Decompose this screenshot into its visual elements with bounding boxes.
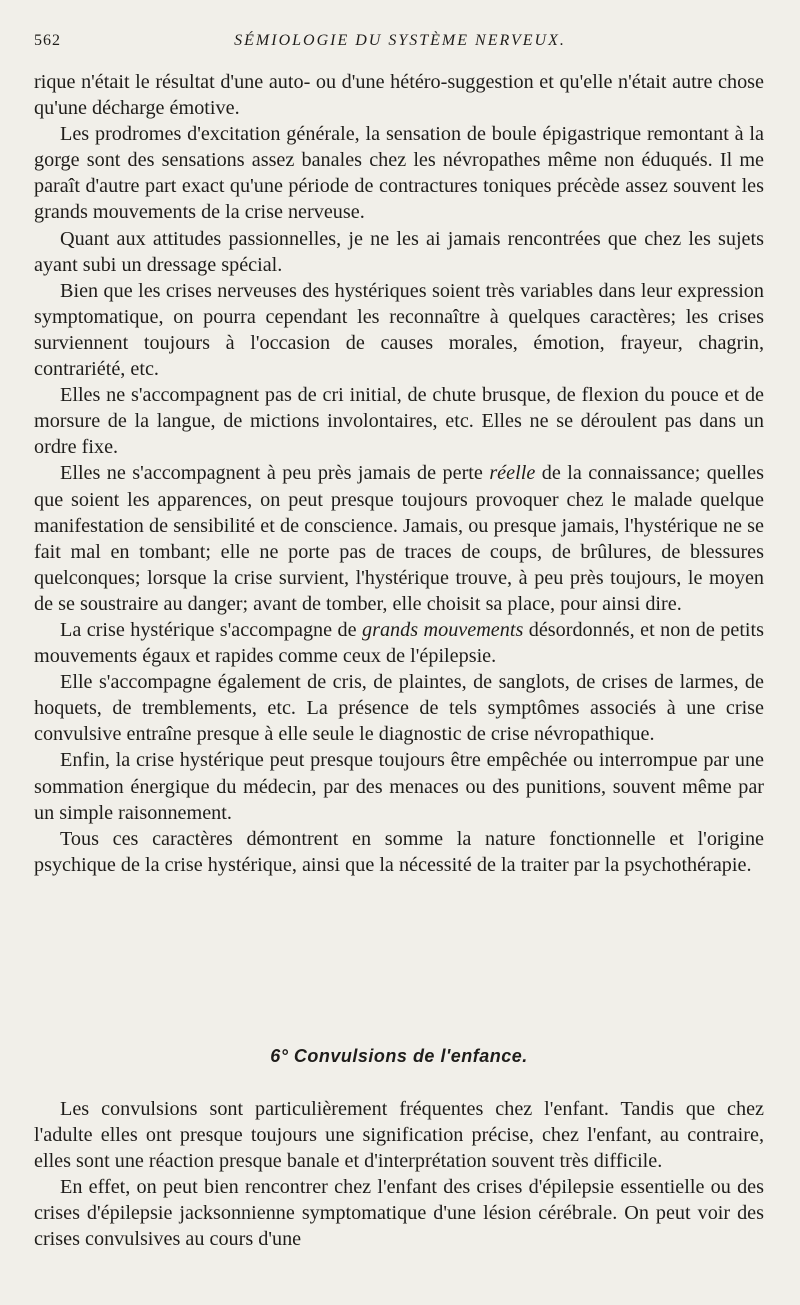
running-head — [34, 32, 766, 56]
paragraph: Elles ne s'accompagnent pas de cri initial, de chute brusque, de flexion du pouce et de morsure de la langue, de mictions involontaires, etc. Elles ne se déroulent pas dans un ordre fixe. — [34, 384, 764, 459]
main-text — [34, 69, 764, 878]
paragraph: La crise hystérique s'accompagne de grands mouvements désordonnés, et non de petits mouvements égaux et rapides comme ceux de l'épilepsie. — [34, 618, 765, 668]
paragraph: rique n'était le résultat d'une auto- ou d'une hétéro-suggestion et qu'elle n'était autre chose qu'une décharge émotive. — [34, 71, 764, 120]
paragraph: Quant aux attitudes passionnelles, je ne les ai jamais rencontrées que chez les sujets ayant subi un dressage spécial. — [34, 227, 764, 276]
paragraph: Les prodromes d'excitation générale, la sensation de boule épigastrique remontant à la gorge sont des sensations assez banales chez les névropathes même non éduqués. Il me paraît d'autre part exact qu'une période de contractures toniques précède assez souvent les grands mouvements de la crise nerveuse. — [34, 123, 764, 224]
running-title: SÉMIOLOGIE DU SYSTÈME NERVEUX. — [234, 32, 566, 49]
paragraph: Tous ces caractères démontrent en somme la nature fonctionnelle et l'origine psychique de la crise hystérique, ainsi que la nécessité de la traiter par la psychothérapie. — [34, 827, 764, 876]
page-number: 562 — [34, 32, 61, 49]
paragraph: Bien que les crises nerveuses des hystériques soient très variables dans leur expression symptomatique, on pourra cependant les reconnaître à quelques caractères; les crises surviennent toujours à l'occasion de causes morales, émotion, frayeur, chagrin, contrariété, etc. — [34, 279, 764, 381]
paragraph: En effet, on peut bien rencontrer chez l'enfant des crises d'épilepsie essentielle ou des crises d'épilepsie jacksonnienne symptomatique d'une lésion cérébrale. On peut voir des crises convulsives au cours d'une — [34, 1176, 764, 1251]
paragraph: Elles ne s'accompagnent à peu près jamais de perte réelle de la connaissance; quelles que soient les apparences, on peut presque toujours provoquer chez le malade quelque manifestation de sensibilité et de conscience. Jamais, ou presque jamais, l'hystérique ne se fait mal en tombant; elle ne porte pas de traces de coups, de brûlures, de blessures quelconques; lorsque la crise survient, l'hystérique trouve, à peu près toujours, le moyen de se soustraire au danger; avant de tomber, elle choisit sa place, pour ainsi dire. — [34, 462, 764, 615]
paragraph: Enfin, la crise hystérique peut presque toujours être empêchée ou interrompue par une sommation énergique du médecin, par des menaces ou des punitions, souvent même par un simple raisonnement. — [34, 749, 764, 824]
paragraph: Les convulsions sont particulièrement fréquentes chez l'enfant. Tandis que chez l'adulte elles ont presque toujours une signification précise, chez l'enfant, au contraire, elles sont une réaction presque banale et d'interprétation souvent très difficile. — [34, 1098, 764, 1173]
emphasis: réelle — [489, 462, 536, 485]
emphasis: grands mouvements — [362, 618, 524, 641]
paragraph: Elle s'accompagne également de cris, de plaintes, de sanglots, de crises de larmes, de hoquets, de tremblements, etc. La présence de tels symptômes associés à une crise convulsive entraîne presque à elle seule le diagnostic de crise névropathique. — [34, 671, 764, 746]
section-heading: 6° Convulsions de l'enfance. — [270, 1046, 528, 1066]
section-text — [34, 1096, 764, 1253]
